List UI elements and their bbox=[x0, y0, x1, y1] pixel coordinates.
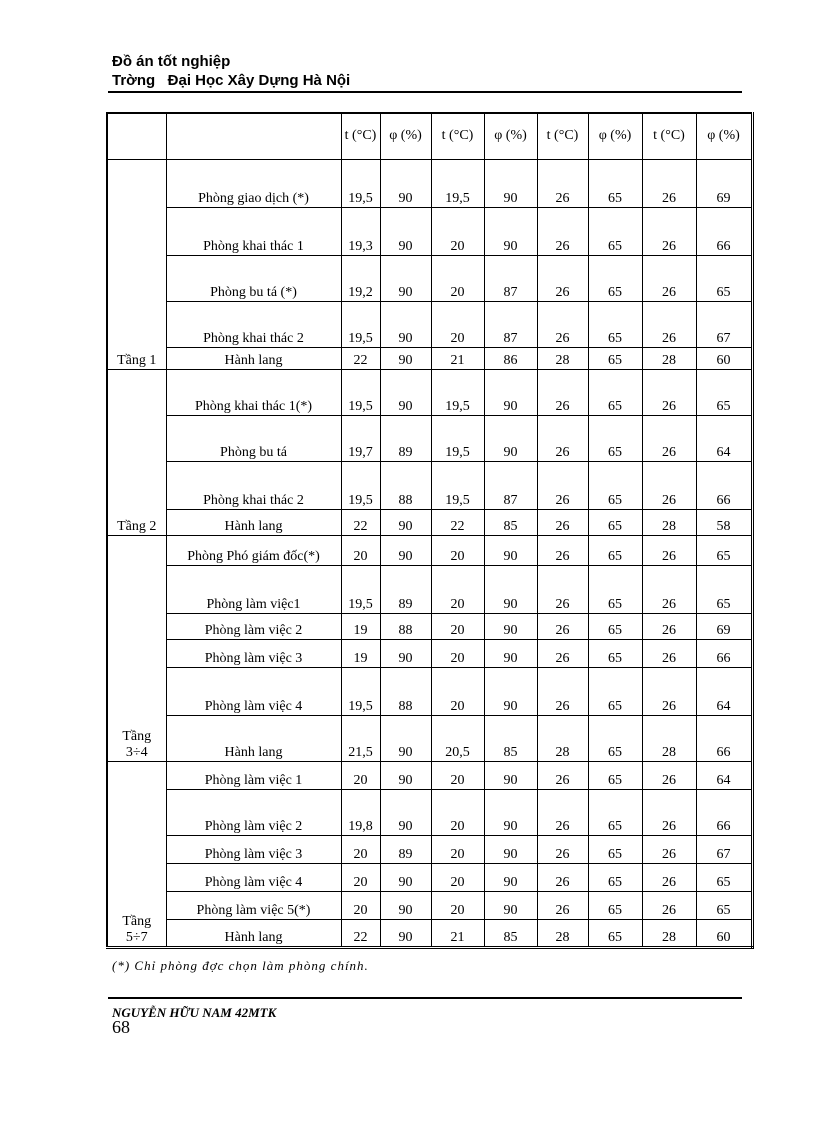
value-cell: 66 bbox=[696, 639, 752, 667]
value-cell: 87 bbox=[484, 461, 537, 509]
value-cell: 66 bbox=[696, 715, 752, 761]
table-row bbox=[107, 639, 752, 667]
value-cell: 65 bbox=[696, 863, 752, 891]
value-cell: 19,5 bbox=[431, 159, 484, 207]
room-name: Phòng làm việc1 bbox=[166, 565, 341, 613]
value-cell: 20 bbox=[341, 891, 380, 919]
value-cell: 65 bbox=[588, 565, 642, 613]
column-header: φ (%) bbox=[588, 113, 642, 159]
value-cell: 26 bbox=[642, 301, 696, 347]
value-cell: 65 bbox=[588, 613, 642, 639]
value-cell: 19,5 bbox=[341, 159, 380, 207]
value-cell: 19 bbox=[341, 639, 380, 667]
value-cell: 87 bbox=[484, 301, 537, 347]
value-cell: 26 bbox=[642, 667, 696, 715]
table-footnote: (*) Chỉ phòng đợc chọn làm phòng chính. bbox=[112, 958, 369, 973]
value-cell: 90 bbox=[380, 255, 431, 301]
table-row bbox=[107, 415, 752, 461]
value-cell: 26 bbox=[537, 461, 588, 509]
value-cell: 85 bbox=[484, 509, 537, 535]
value-cell: 26 bbox=[537, 415, 588, 461]
room-name: Phòng làm việc 3 bbox=[166, 835, 341, 863]
value-cell: 65 bbox=[588, 509, 642, 535]
value-cell: 20 bbox=[431, 639, 484, 667]
value-cell: 90 bbox=[380, 535, 431, 565]
value-cell: 87 bbox=[484, 255, 537, 301]
floor-label: Tầng 1 bbox=[107, 159, 166, 369]
value-cell: 19,5 bbox=[431, 369, 484, 415]
value-cell: 65 bbox=[588, 891, 642, 919]
room-name: Phòng giao dịch (*) bbox=[166, 159, 341, 207]
value-cell: 65 bbox=[696, 369, 752, 415]
value-cell: 69 bbox=[696, 613, 752, 639]
table-row bbox=[107, 835, 752, 863]
value-cell: 19,2 bbox=[341, 255, 380, 301]
table-row bbox=[107, 461, 752, 509]
value-cell: 65 bbox=[588, 919, 642, 947]
value-cell: 90 bbox=[484, 863, 537, 891]
value-cell: 28 bbox=[537, 347, 588, 369]
value-cell: 58 bbox=[696, 509, 752, 535]
table-row bbox=[107, 509, 752, 535]
column-header: t (°C) bbox=[341, 113, 380, 159]
value-cell: 26 bbox=[537, 159, 588, 207]
table-row bbox=[107, 159, 752, 207]
value-cell: 60 bbox=[696, 347, 752, 369]
value-cell: 85 bbox=[484, 919, 537, 947]
value-cell: 20 bbox=[431, 207, 484, 255]
room-name: Hành lang bbox=[166, 715, 341, 761]
room-name: Phòng bu tá bbox=[166, 415, 341, 461]
value-cell: 90 bbox=[380, 509, 431, 535]
floor-label: Tầng 5÷7 bbox=[107, 761, 166, 947]
value-cell: 20 bbox=[431, 789, 484, 835]
value-cell: 20 bbox=[431, 301, 484, 347]
value-cell: 65 bbox=[696, 535, 752, 565]
value-cell: 28 bbox=[642, 347, 696, 369]
column-header: t (°C) bbox=[431, 113, 484, 159]
value-cell: 88 bbox=[380, 667, 431, 715]
value-cell: 90 bbox=[380, 369, 431, 415]
value-cell: 26 bbox=[537, 835, 588, 863]
value-cell: 20 bbox=[431, 535, 484, 565]
value-cell: 26 bbox=[537, 255, 588, 301]
value-cell: 21 bbox=[431, 347, 484, 369]
room-name: Phòng khai thác 1 bbox=[166, 207, 341, 255]
room-name: Phòng làm việc 5(*) bbox=[166, 891, 341, 919]
value-cell: 26 bbox=[642, 535, 696, 565]
value-cell: 19,5 bbox=[341, 667, 380, 715]
room-name: Hành lang bbox=[166, 347, 341, 369]
value-cell: 90 bbox=[380, 159, 431, 207]
value-cell: 90 bbox=[380, 301, 431, 347]
value-cell: 20 bbox=[341, 835, 380, 863]
value-cell: 26 bbox=[537, 613, 588, 639]
value-cell: 21 bbox=[431, 919, 484, 947]
value-cell: 28 bbox=[642, 509, 696, 535]
table-row bbox=[107, 347, 752, 369]
table-row bbox=[107, 891, 752, 919]
university-name: Trờng Đại Học Xây Dựng Hà Nội bbox=[112, 72, 351, 89]
value-cell: 90 bbox=[484, 667, 537, 715]
value-cell: 67 bbox=[696, 301, 752, 347]
column-header: t (°C) bbox=[537, 113, 588, 159]
value-cell: 90 bbox=[484, 835, 537, 863]
value-cell: 65 bbox=[588, 415, 642, 461]
room-name: Phòng làm việc 3 bbox=[166, 639, 341, 667]
value-cell: 65 bbox=[588, 863, 642, 891]
table-row bbox=[107, 565, 752, 613]
room-name: Phòng làm việc 2 bbox=[166, 613, 341, 639]
value-cell: 26 bbox=[642, 789, 696, 835]
value-cell: 88 bbox=[380, 613, 431, 639]
value-cell: 89 bbox=[380, 415, 431, 461]
value-cell: 90 bbox=[484, 789, 537, 835]
value-cell: 64 bbox=[696, 761, 752, 789]
value-cell: 90 bbox=[484, 639, 537, 667]
value-cell: 26 bbox=[537, 761, 588, 789]
value-cell: 90 bbox=[380, 891, 431, 919]
value-cell: 20 bbox=[431, 863, 484, 891]
value-cell: 26 bbox=[537, 301, 588, 347]
corner-cell bbox=[107, 113, 166, 159]
value-cell: 90 bbox=[484, 415, 537, 461]
value-cell: 26 bbox=[537, 565, 588, 613]
value-cell: 90 bbox=[484, 159, 537, 207]
room-name: Hành lang bbox=[166, 919, 341, 947]
table-row bbox=[107, 919, 752, 947]
value-cell: 26 bbox=[642, 863, 696, 891]
value-cell: 65 bbox=[588, 159, 642, 207]
value-cell: 26 bbox=[642, 835, 696, 863]
value-cell: 26 bbox=[642, 207, 696, 255]
room-name: Phòng khai thác 1(*) bbox=[166, 369, 341, 415]
value-cell: 90 bbox=[484, 207, 537, 255]
value-cell: 26 bbox=[642, 159, 696, 207]
value-cell: 60 bbox=[696, 919, 752, 947]
value-cell: 19,5 bbox=[341, 369, 380, 415]
value-cell: 85 bbox=[484, 715, 537, 761]
value-cell: 26 bbox=[642, 891, 696, 919]
value-cell: 64 bbox=[696, 667, 752, 715]
value-cell: 65 bbox=[588, 301, 642, 347]
value-cell: 66 bbox=[696, 207, 752, 255]
table-row bbox=[107, 613, 752, 639]
value-cell: 65 bbox=[588, 535, 642, 565]
value-cell: 90 bbox=[484, 565, 537, 613]
value-cell: 90 bbox=[380, 715, 431, 761]
value-cell: 28 bbox=[642, 919, 696, 947]
value-cell: 88 bbox=[380, 461, 431, 509]
value-cell: 26 bbox=[537, 207, 588, 255]
value-cell: 65 bbox=[588, 789, 642, 835]
value-cell: 20 bbox=[341, 761, 380, 789]
table-row bbox=[107, 789, 752, 835]
value-cell: 90 bbox=[484, 891, 537, 919]
value-cell: 22 bbox=[341, 919, 380, 947]
floor-label: Tầng 2 bbox=[107, 369, 166, 535]
value-cell: 26 bbox=[537, 639, 588, 667]
table-row bbox=[107, 535, 752, 565]
value-cell: 20 bbox=[431, 761, 484, 789]
value-cell: 90 bbox=[380, 347, 431, 369]
value-cell: 90 bbox=[380, 789, 431, 835]
room-name: Phòng làm việc 2 bbox=[166, 789, 341, 835]
value-cell: 20 bbox=[431, 255, 484, 301]
value-cell: 26 bbox=[537, 535, 588, 565]
value-cell: 89 bbox=[380, 565, 431, 613]
value-cell: 89 bbox=[380, 835, 431, 863]
value-cell: 26 bbox=[537, 863, 588, 891]
value-cell: 26 bbox=[642, 639, 696, 667]
table-row bbox=[107, 369, 752, 415]
value-cell: 26 bbox=[642, 461, 696, 509]
value-cell: 90 bbox=[380, 863, 431, 891]
value-cell: 90 bbox=[484, 613, 537, 639]
value-cell: 19,5 bbox=[341, 565, 380, 613]
value-cell: 65 bbox=[696, 565, 752, 613]
value-cell: 86 bbox=[484, 347, 537, 369]
value-cell: 65 bbox=[588, 715, 642, 761]
value-cell: 22 bbox=[341, 509, 380, 535]
value-cell: 65 bbox=[696, 891, 752, 919]
value-cell: 19,5 bbox=[341, 301, 380, 347]
value-cell: 20 bbox=[431, 891, 484, 919]
value-cell: 90 bbox=[380, 639, 431, 667]
author-name: NGUYỄN HỮU NAM 42MTK bbox=[112, 1005, 277, 1020]
value-cell: 26 bbox=[642, 613, 696, 639]
document-title: Đồ án tốt nghiệp bbox=[112, 53, 231, 70]
value-cell: 65 bbox=[696, 255, 752, 301]
footer-rule bbox=[108, 997, 742, 999]
value-cell: 65 bbox=[588, 667, 642, 715]
value-cell: 65 bbox=[588, 461, 642, 509]
column-header: t (°C) bbox=[642, 113, 696, 159]
value-cell: 65 bbox=[588, 255, 642, 301]
table-row bbox=[107, 715, 752, 761]
value-cell: 65 bbox=[588, 369, 642, 415]
value-cell: 28 bbox=[537, 715, 588, 761]
column-header: φ (%) bbox=[484, 113, 537, 159]
value-cell: 69 bbox=[696, 159, 752, 207]
room-conditions-table bbox=[106, 112, 754, 949]
room-name: Phòng làm việc 1 bbox=[166, 761, 341, 789]
value-cell: 65 bbox=[588, 639, 642, 667]
value-cell: 20 bbox=[431, 667, 484, 715]
value-cell: 26 bbox=[642, 255, 696, 301]
value-cell: 64 bbox=[696, 415, 752, 461]
value-cell: 26 bbox=[642, 565, 696, 613]
value-cell: 20 bbox=[341, 863, 380, 891]
value-cell: 66 bbox=[696, 789, 752, 835]
value-cell: 26 bbox=[537, 789, 588, 835]
table-row bbox=[107, 255, 752, 301]
value-cell: 26 bbox=[537, 509, 588, 535]
value-cell: 19,8 bbox=[341, 789, 380, 835]
value-cell: 21,5 bbox=[341, 715, 380, 761]
value-cell: 28 bbox=[642, 715, 696, 761]
room-name: Phòng bu tá (*) bbox=[166, 255, 341, 301]
value-cell: 20 bbox=[431, 835, 484, 863]
page-number: 68 bbox=[112, 1017, 130, 1037]
value-cell: 20,5 bbox=[431, 715, 484, 761]
value-cell: 20 bbox=[431, 613, 484, 639]
value-cell: 66 bbox=[696, 461, 752, 509]
room-name: Phòng làm việc 4 bbox=[166, 667, 341, 715]
value-cell: 65 bbox=[588, 207, 642, 255]
value-cell: 26 bbox=[642, 761, 696, 789]
header-row bbox=[107, 113, 752, 159]
value-cell: 65 bbox=[588, 347, 642, 369]
value-cell: 90 bbox=[380, 207, 431, 255]
table-row bbox=[107, 667, 752, 715]
value-cell: 20 bbox=[341, 535, 380, 565]
value-cell: 19,5 bbox=[431, 415, 484, 461]
room-header-cell bbox=[166, 113, 341, 159]
table-row bbox=[107, 863, 752, 891]
value-cell: 26 bbox=[537, 891, 588, 919]
room-name: Phòng làm việc 4 bbox=[166, 863, 341, 891]
value-cell: 90 bbox=[380, 761, 431, 789]
value-cell: 19,7 bbox=[341, 415, 380, 461]
value-cell: 90 bbox=[484, 369, 537, 415]
room-name: Phòng khai thác 2 bbox=[166, 461, 341, 509]
value-cell: 19,3 bbox=[341, 207, 380, 255]
value-cell: 22 bbox=[341, 347, 380, 369]
value-cell: 28 bbox=[537, 919, 588, 947]
room-name: Hành lang bbox=[166, 509, 341, 535]
value-cell: 19,5 bbox=[341, 461, 380, 509]
room-name: Phòng Phó giám đốc(*) bbox=[166, 535, 341, 565]
value-cell: 19,5 bbox=[431, 461, 484, 509]
value-cell: 65 bbox=[588, 761, 642, 789]
table-row bbox=[107, 301, 752, 347]
floor-label: Tầng 3÷4 bbox=[107, 535, 166, 761]
value-cell: 20 bbox=[431, 565, 484, 613]
value-cell: 26 bbox=[642, 415, 696, 461]
value-cell: 26 bbox=[642, 369, 696, 415]
value-cell: 26 bbox=[537, 369, 588, 415]
column-header: φ (%) bbox=[380, 113, 431, 159]
header-rule bbox=[108, 91, 742, 93]
table-row bbox=[107, 207, 752, 255]
value-cell: 65 bbox=[588, 835, 642, 863]
value-cell: 90 bbox=[380, 919, 431, 947]
room-name: Phòng khai thác 2 bbox=[166, 301, 341, 347]
value-cell: 22 bbox=[431, 509, 484, 535]
value-cell: 90 bbox=[484, 535, 537, 565]
value-cell: 26 bbox=[537, 667, 588, 715]
table-row bbox=[107, 761, 752, 789]
value-cell: 67 bbox=[696, 835, 752, 863]
value-cell: 90 bbox=[484, 761, 537, 789]
value-cell: 19 bbox=[341, 613, 380, 639]
column-header: φ (%) bbox=[696, 113, 752, 159]
